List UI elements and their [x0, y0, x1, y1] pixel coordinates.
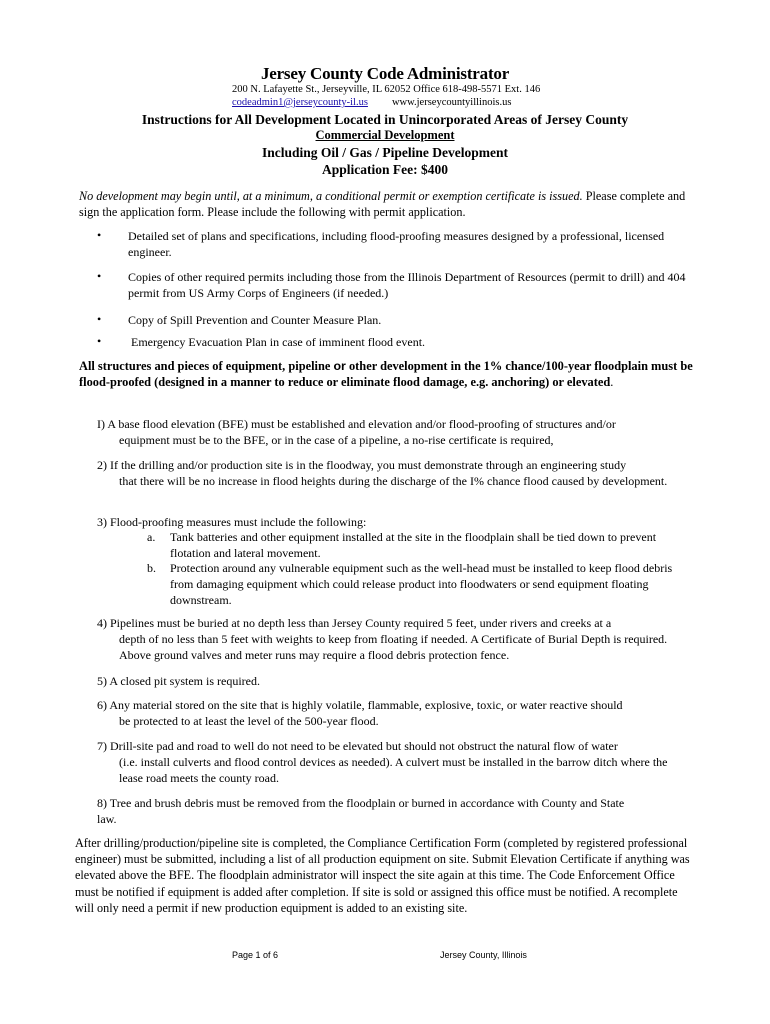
- website-text: www.jerseycountyillinois.us: [391, 97, 512, 108]
- bullet-dot: •: [97, 312, 102, 326]
- closing-paragraph: After drilling/production/pipeline site is completed, the Compliance Certification Form (completed by registered professional engineer) must be submitted, including a list of all production equipment on site. Submit Elevation Certificate if anything was elevated above the BFE. The floodplain administrator will inspect the site again at this time. The Code Enforcement Office must be notified if equipment is added after completion. If site is sold or assigned this office must be notified. A recomplete will only need a permit if new production equipment is added to an existing site.: [75, 836, 690, 915]
- bullet-dot: •: [97, 334, 102, 348]
- requirement-item: 3) Flood-proofing measures must include the following:: [97, 515, 367, 529]
- requirement-item: 7) Drill-site pad and road to well do not need to be elevated but should not obstruct the natural flow of water (i.e. install culverts and flood control devices as needed). A culvert must be installed in the barrow ditch where the lease road meets the county road.: [97, 739, 668, 785]
- intro-rest: Please complete and sign the application form. Please include the following with permit application.: [79, 189, 686, 219]
- requirement-item: 6) Any material stored on the site that is highly volatile, flammable, explosive, toxic, or water reactive should be protected to at least the level of the 500-year flood.: [97, 698, 623, 728]
- intro-paragraph: [79, 188, 699, 220]
- office-address: 200 N. Lafayette St., Jerseyville, IL 62052 Office 618-498-5571 Ext. 146: [232, 84, 541, 95]
- requirement-item: 5) A closed pit system is required.: [97, 674, 260, 688]
- bullet-item: Copies of other required permits including those from the Illinois Department of Resources (permit to drill) and 404 permit from US Army Corps of Engineers (if needed.): [128, 270, 686, 300]
- page-title: Jersey County Code Administrator: [260, 64, 510, 83]
- sub-item: Tank batteries and other equipment installed at the site in the floodplain shall be tied down to prevent flotation and lateral movement.: [170, 530, 657, 560]
- page-number: Page 1 of 6: [232, 950, 279, 960]
- bullet-item: Emergency Evacuation Plan in case of imminent flood event.: [128, 335, 426, 349]
- bullet-dot: •: [97, 269, 102, 283]
- requirement-item: 2) If the drilling and/or production site is in the floodway, you must demonstrate through an engineering study that there will be no increase in flood heights during the discharge of the I% chance flood caused by development.: [97, 458, 668, 488]
- requirement-item: I) A base flood elevation (BFE) must be established and elevation and/or flood-proofing of structures and/or equipment must be to the BFE, or in the case of a pipeline, a no-rise certificate is required,: [97, 417, 616, 447]
- bullet-item: Detailed set of plans and specifications, including flood-proofing measures designed by a professional, licensed engineer.: [128, 229, 665, 259]
- commercial-heading: Commercial Development: [315, 128, 455, 142]
- application-fee: Application Fee: $400: [322, 162, 448, 177]
- floodproof-period: .: [610, 375, 614, 389]
- footer-county: Jersey County, Illinois: [440, 950, 527, 960]
- floodproof-text-1: All structures and pieces of equipment, pipeline: [79, 359, 334, 373]
- sub-label: b.: [147, 561, 156, 575]
- contact-line: [232, 97, 511, 108]
- floodproof-or: or: [333, 359, 346, 373]
- floodproof-requirement: [79, 358, 699, 390]
- bullet-dot: •: [97, 228, 102, 242]
- requirement-item: 4) Pipelines must be buried at no depth less than Jersey County required 5 feet, under rivers and creeks at a depth of no less than 5 feet with weights to keep from floating if needed. A Certificate of Burial Depth is required. Above ground valves and meter runs may require a flood debris protection fence.: [97, 616, 668, 662]
- intro-italic: No development may begin until, at a minimum, a conditional permit or exemption certificate is issued.: [79, 189, 583, 203]
- instructions-heading: Instructions for All Development Located in Unincorporated Areas of Jersey County: [141, 112, 629, 127]
- sub-label: a.: [147, 530, 156, 544]
- oil-gas-heading: Including Oil / Gas / Pipeline Development: [261, 145, 509, 160]
- requirement-item: 8) Tree and brush debris must be removed from the floodplain or burned in accordance with County and State law.: [97, 796, 625, 826]
- sub-item: Protection around any vulnerable equipment such as the well-head must be installed to keep flood debris from damaging equipment which could release product into floodwaters or send equipment floating downstream.: [170, 561, 673, 607]
- floodproof-text-2: other development in the 1% chance/100-year floodplain must be flood-proofed (designed in a manner to reduce or eliminate flood damage, e.g. anchoring) or elevated: [79, 359, 693, 389]
- email-link[interactable]: codeadmin1@jerseycounty-il.us: [232, 97, 368, 108]
- bullet-item: Copy of Spill Prevention and Counter Measure Plan.: [128, 313, 382, 327]
